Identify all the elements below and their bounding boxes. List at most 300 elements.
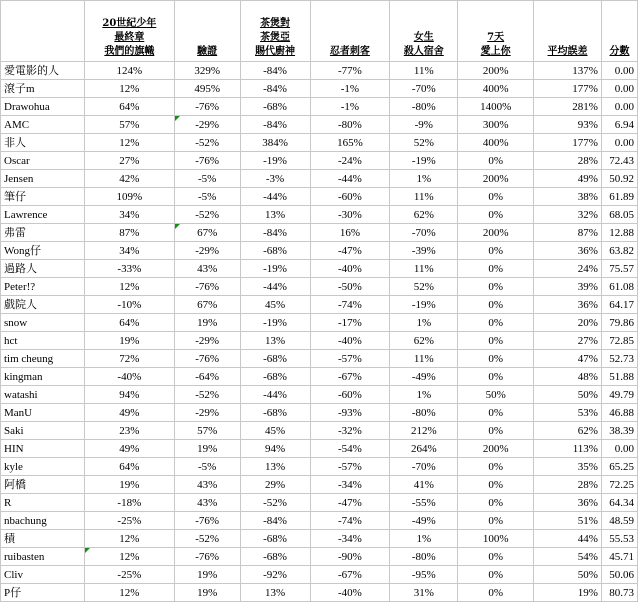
value-cell[interactable] — [310, 458, 390, 476]
column-header-3[interactable] — [240, 1, 310, 62]
value-cell[interactable] — [534, 440, 602, 458]
value-cell[interactable] — [84, 494, 174, 512]
reviewer-name-cell[interactable]: AMC — [1, 116, 85, 134]
value-cell[interactable] — [310, 422, 390, 440]
value-cell[interactable] — [174, 260, 240, 278]
value-cell[interactable] — [390, 134, 458, 152]
score-cell[interactable] — [601, 242, 637, 260]
value-cell[interactable] — [458, 422, 534, 440]
value-cell[interactable] — [458, 350, 534, 368]
value-cell[interactable] — [458, 566, 534, 584]
cell-value: 46.88 — [609, 406, 634, 419]
value-cell[interactable] — [534, 152, 602, 170]
value-cell[interactable] — [84, 98, 174, 116]
value-cell[interactable] — [458, 548, 534, 566]
score-cell[interactable] — [601, 530, 637, 548]
value-cell[interactable] — [310, 224, 390, 242]
value-cell[interactable] — [240, 566, 310, 584]
value-cell[interactable] — [390, 98, 458, 116]
value-cell[interactable] — [84, 548, 174, 566]
reviewer-name-cell[interactable]: Saki — [1, 422, 85, 440]
value-cell[interactable] — [310, 278, 390, 296]
value-cell[interactable] — [174, 332, 240, 350]
value-cell[interactable] — [534, 296, 602, 314]
reviewer-name-cell[interactable]: Jensen — [1, 170, 85, 188]
reviewer-name-cell[interactable]: 筆仔 — [1, 188, 85, 206]
value-cell[interactable] — [458, 440, 534, 458]
value-cell[interactable] — [310, 548, 390, 566]
reviewer-name-cell[interactable]: watashi — [1, 386, 85, 404]
value-cell[interactable] — [390, 422, 458, 440]
score-cell[interactable] — [601, 206, 637, 224]
value-cell[interactable] — [310, 98, 390, 116]
value-cell[interactable] — [310, 62, 390, 80]
reviewer-name-cell[interactable]: 非人 — [1, 134, 85, 152]
reviewer-name-cell[interactable]: 弗雷 — [1, 224, 85, 242]
reviewer-name-cell[interactable]: P仔 — [1, 584, 85, 602]
value-cell[interactable] — [534, 476, 602, 494]
cell-value: 36% — [577, 496, 598, 509]
reviewer-name-cell[interactable]: Oscar — [1, 152, 85, 170]
reviewer-name-cell[interactable]: R — [1, 494, 85, 512]
value-cell[interactable] — [240, 242, 310, 260]
value-cell[interactable] — [84, 350, 174, 368]
column-header-7[interactable] — [534, 1, 602, 62]
value-cell[interactable] — [84, 404, 174, 422]
value-cell[interactable] — [240, 332, 310, 350]
value-cell[interactable] — [534, 404, 602, 422]
value-cell[interactable] — [310, 368, 390, 386]
value-cell[interactable] — [174, 278, 240, 296]
score-cell[interactable] — [601, 548, 637, 566]
value-cell[interactable] — [458, 368, 534, 386]
value-cell[interactable] — [390, 62, 458, 80]
cell-value: 34% — [119, 244, 140, 257]
value-cell[interactable] — [390, 80, 458, 98]
value-cell[interactable] — [534, 314, 602, 332]
value-cell[interactable] — [310, 530, 390, 548]
value-cell[interactable] — [458, 314, 534, 332]
value-cell[interactable] — [84, 332, 174, 350]
column-header-line: 驗證 — [197, 46, 218, 57]
value-cell[interactable] — [174, 584, 240, 602]
value-cell[interactable] — [240, 368, 310, 386]
value-cell[interactable] — [390, 170, 458, 188]
reviewer-name-cell[interactable]: Drawohua — [1, 98, 85, 116]
value-cell[interactable] — [390, 512, 458, 530]
cell-value: 19% — [119, 478, 140, 491]
value-cell[interactable] — [174, 224, 240, 242]
value-cell[interactable] — [534, 350, 602, 368]
value-cell[interactable] — [458, 98, 534, 116]
value-cell[interactable] — [390, 152, 458, 170]
cell-value: 27% — [119, 154, 140, 167]
cell-value: 0.00 — [614, 100, 634, 113]
value-cell[interactable] — [174, 404, 240, 422]
value-cell[interactable] — [240, 62, 310, 80]
value-cell[interactable] — [174, 386, 240, 404]
value-cell[interactable] — [390, 458, 458, 476]
reviewer-name-cell[interactable]: 愛電影的人 — [1, 62, 85, 80]
value-cell[interactable] — [240, 548, 310, 566]
value-cell[interactable] — [534, 368, 602, 386]
cell-value: 42% — [119, 172, 140, 185]
value-cell[interactable] — [310, 206, 390, 224]
value-cell[interactable] — [310, 494, 390, 512]
value-cell[interactable] — [534, 566, 602, 584]
value-cell[interactable] — [84, 188, 174, 206]
value-cell[interactable] — [390, 386, 458, 404]
value-cell[interactable] — [84, 386, 174, 404]
score-cell[interactable] — [601, 224, 637, 242]
score-cell[interactable] — [601, 188, 637, 206]
value-cell[interactable] — [240, 350, 310, 368]
cell-value: 0% — [488, 370, 503, 383]
value-cell[interactable] — [310, 404, 390, 422]
value-cell[interactable] — [534, 548, 602, 566]
score-cell[interactable] — [601, 278, 637, 296]
value-cell[interactable] — [458, 224, 534, 242]
value-cell[interactable] — [534, 494, 602, 512]
value-cell[interactable] — [84, 458, 174, 476]
value-cell[interactable] — [174, 422, 240, 440]
value-cell[interactable] — [458, 332, 534, 350]
value-cell[interactable] — [534, 278, 602, 296]
value-cell[interactable] — [240, 170, 310, 188]
value-cell[interactable] — [534, 584, 602, 602]
value-cell[interactable] — [458, 296, 534, 314]
cell-value: 62% — [577, 424, 598, 437]
reviewer-name-cell[interactable]: Lawrence — [1, 206, 85, 224]
value-cell[interactable] — [84, 530, 174, 548]
value-cell[interactable] — [84, 422, 174, 440]
value-cell[interactable] — [458, 80, 534, 98]
score-cell[interactable] — [601, 386, 637, 404]
value-cell[interactable] — [310, 296, 390, 314]
reviewer-name-cell[interactable]: snow — [1, 314, 85, 332]
value-cell[interactable] — [458, 386, 534, 404]
value-cell[interactable] — [174, 98, 240, 116]
value-cell[interactable] — [84, 260, 174, 278]
reviewer-name-cell[interactable]: Peter!? — [1, 278, 85, 296]
value-cell[interactable] — [174, 152, 240, 170]
value-cell[interactable] — [174, 116, 240, 134]
value-cell[interactable] — [458, 206, 534, 224]
value-cell[interactable] — [310, 386, 390, 404]
value-cell[interactable] — [174, 62, 240, 80]
score-cell[interactable] — [601, 116, 637, 134]
value-cell[interactable] — [240, 278, 310, 296]
score-cell[interactable] — [601, 476, 637, 494]
reviewer-name-cell[interactable]: 戲院人 — [1, 296, 85, 314]
value-cell[interactable] — [310, 584, 390, 602]
value-cell[interactable] — [240, 98, 310, 116]
column-header-4[interactable] — [310, 1, 390, 62]
value-cell[interactable] — [390, 476, 458, 494]
score-cell[interactable] — [601, 440, 637, 458]
value-cell[interactable] — [240, 422, 310, 440]
reviewer-name-cell[interactable]: nbachung — [1, 512, 85, 530]
value-cell[interactable] — [310, 566, 390, 584]
value-cell[interactable] — [310, 116, 390, 134]
value-cell[interactable] — [174, 134, 240, 152]
value-cell[interactable] — [458, 476, 534, 494]
reviewer-name-cell[interactable]: ruibasten — [1, 548, 85, 566]
value-cell[interactable] — [390, 368, 458, 386]
value-cell[interactable] — [240, 116, 310, 134]
value-cell[interactable] — [390, 530, 458, 548]
value-cell[interactable] — [390, 314, 458, 332]
value-cell[interactable] — [458, 62, 534, 80]
value-cell[interactable] — [458, 116, 534, 134]
reviewer-name-cell[interactable]: ManU — [1, 404, 85, 422]
value-cell[interactable] — [174, 530, 240, 548]
score-cell[interactable] — [601, 512, 637, 530]
value-cell[interactable] — [310, 80, 390, 98]
value-cell[interactable] — [390, 278, 458, 296]
score-cell[interactable] — [601, 368, 637, 386]
value-cell[interactable] — [534, 62, 602, 80]
column-header-2[interactable] — [174, 1, 240, 62]
value-cell[interactable] — [390, 404, 458, 422]
score-cell[interactable] — [601, 584, 637, 602]
value-cell[interactable] — [534, 386, 602, 404]
value-cell[interactable] — [534, 458, 602, 476]
cell-value: 49.79 — [609, 388, 634, 401]
value-cell[interactable] — [84, 278, 174, 296]
reviewer-name-cell[interactable]: 滾子m — [1, 80, 85, 98]
value-cell[interactable] — [84, 224, 174, 242]
value-cell[interactable] — [310, 440, 390, 458]
value-cell[interactable] — [534, 512, 602, 530]
value-cell[interactable] — [310, 260, 390, 278]
value-cell[interactable] — [240, 386, 310, 404]
value-cell[interactable] — [240, 458, 310, 476]
value-cell[interactable] — [534, 332, 602, 350]
value-cell[interactable] — [390, 224, 458, 242]
value-cell[interactable] — [390, 566, 458, 584]
value-cell[interactable] — [84, 314, 174, 332]
value-cell[interactable] — [390, 584, 458, 602]
value-cell[interactable] — [174, 458, 240, 476]
value-cell[interactable] — [458, 404, 534, 422]
value-cell[interactable] — [310, 512, 390, 530]
value-cell[interactable] — [240, 440, 310, 458]
value-cell[interactable] — [84, 440, 174, 458]
value-cell[interactable] — [84, 116, 174, 134]
value-cell[interactable] — [240, 80, 310, 98]
cell-value: -17% — [338, 316, 362, 329]
score-cell[interactable] — [601, 62, 637, 80]
score-cell[interactable] — [601, 566, 637, 584]
score-cell[interactable] — [601, 152, 637, 170]
value-cell[interactable] — [534, 260, 602, 278]
comment-indicator-icon[interactable] — [175, 116, 180, 121]
value-cell[interactable] — [390, 494, 458, 512]
value-cell[interactable] — [534, 134, 602, 152]
comment-indicator-icon[interactable] — [175, 224, 180, 229]
value-cell[interactable] — [84, 584, 174, 602]
value-cell[interactable] — [240, 494, 310, 512]
value-cell[interactable] — [240, 314, 310, 332]
value-cell[interactable] — [534, 224, 602, 242]
value-cell[interactable] — [84, 134, 174, 152]
cell-value: -44% — [263, 190, 287, 203]
score-cell[interactable] — [601, 296, 637, 314]
value-cell[interactable] — [534, 206, 602, 224]
value-cell[interactable] — [534, 188, 602, 206]
value-cell[interactable] — [174, 494, 240, 512]
value-cell[interactable] — [390, 116, 458, 134]
value-cell[interactable] — [390, 206, 458, 224]
value-cell[interactable] — [240, 476, 310, 494]
value-cell[interactable] — [390, 260, 458, 278]
value-cell[interactable] — [240, 224, 310, 242]
value-cell[interactable] — [84, 242, 174, 260]
cell-value: 109% — [116, 190, 143, 203]
value-cell[interactable] — [240, 260, 310, 278]
reviewer-name-cell[interactable]: HIN — [1, 440, 85, 458]
value-cell[interactable] — [458, 188, 534, 206]
reviewer-name-cell[interactable]: 積 — [1, 530, 85, 548]
value-cell[interactable] — [390, 350, 458, 368]
score-cell[interactable] — [601, 422, 637, 440]
value-cell[interactable] — [310, 314, 390, 332]
score-cell[interactable] — [601, 98, 637, 116]
value-cell[interactable] — [84, 62, 174, 80]
value-cell[interactable] — [534, 80, 602, 98]
value-cell[interactable] — [240, 584, 310, 602]
value-cell[interactable] — [174, 80, 240, 98]
score-cell[interactable] — [601, 350, 637, 368]
value-cell[interactable] — [534, 98, 602, 116]
value-cell[interactable] — [458, 458, 534, 476]
value-cell[interactable] — [84, 476, 174, 494]
value-cell[interactable] — [458, 170, 534, 188]
value-cell[interactable] — [240, 530, 310, 548]
reviewer-name-cell[interactable]: Cliv — [1, 566, 85, 584]
value-cell[interactable] — [240, 152, 310, 170]
value-cell[interactable] — [240, 296, 310, 314]
comment-indicator-icon[interactable] — [85, 548, 90, 553]
value-cell[interactable] — [240, 134, 310, 152]
value-cell[interactable] — [458, 242, 534, 260]
value-cell[interactable] — [458, 260, 534, 278]
value-cell[interactable] — [174, 548, 240, 566]
value-cell[interactable] — [84, 206, 174, 224]
value-cell[interactable] — [458, 152, 534, 170]
value-cell[interactable] — [458, 512, 534, 530]
score-cell[interactable] — [601, 494, 637, 512]
value-cell[interactable] — [310, 188, 390, 206]
score-cell[interactable] — [601, 332, 637, 350]
value-cell[interactable] — [458, 134, 534, 152]
value-cell[interactable] — [174, 296, 240, 314]
value-cell[interactable] — [174, 170, 240, 188]
value-cell[interactable] — [310, 476, 390, 494]
value-cell[interactable] — [84, 80, 174, 98]
value-cell[interactable] — [390, 440, 458, 458]
cell-value: -19% — [411, 154, 436, 167]
value-cell[interactable] — [84, 152, 174, 170]
value-cell[interactable] — [390, 548, 458, 566]
value-cell[interactable] — [174, 206, 240, 224]
column-header-1[interactable] — [84, 1, 174, 62]
value-cell[interactable] — [390, 188, 458, 206]
value-cell[interactable] — [458, 278, 534, 296]
value-cell[interactable] — [310, 350, 390, 368]
value-cell[interactable] — [534, 242, 602, 260]
reviewer-name-cell[interactable]: kingman — [1, 368, 85, 386]
value-cell[interactable] — [84, 170, 174, 188]
column-header-0[interactable] — [1, 1, 85, 62]
value-cell[interactable] — [174, 188, 240, 206]
score-cell[interactable] — [601, 80, 637, 98]
value-cell[interactable] — [174, 242, 240, 260]
value-cell[interactable] — [84, 566, 174, 584]
value-cell[interactable] — [390, 296, 458, 314]
cell-value: 19% — [197, 442, 218, 455]
reviewer-name-cell[interactable]: Wong仔 — [1, 242, 85, 260]
value-cell[interactable] — [240, 188, 310, 206]
value-cell[interactable] — [174, 476, 240, 494]
value-cell[interactable] — [174, 440, 240, 458]
value-cell[interactable] — [84, 296, 174, 314]
value-cell[interactable] — [458, 494, 534, 512]
value-cell[interactable] — [310, 152, 390, 170]
value-cell[interactable] — [174, 512, 240, 530]
value-cell[interactable] — [458, 530, 534, 548]
score-cell[interactable] — [601, 134, 637, 152]
value-cell[interactable] — [534, 170, 602, 188]
reviewer-name-cell[interactable]: tim cheung — [1, 350, 85, 368]
reviewer-name-cell[interactable]: 阿橋 — [1, 476, 85, 494]
value-cell[interactable] — [310, 332, 390, 350]
value-cell[interactable] — [534, 116, 602, 134]
score-cell[interactable] — [601, 404, 637, 422]
value-cell[interactable] — [174, 314, 240, 332]
column-header-line: 7天 — [487, 32, 505, 43]
reviewer-name-cell[interactable]: hct — [1, 332, 85, 350]
table-row — [1, 62, 638, 80]
value-cell[interactable] — [174, 368, 240, 386]
score-cell[interactable] — [601, 458, 637, 476]
value-cell[interactable] — [174, 566, 240, 584]
column-header-8[interactable] — [601, 1, 637, 62]
reviewer-name-cell[interactable]: 過路人 — [1, 260, 85, 278]
value-cell[interactable] — [534, 530, 602, 548]
value-cell[interactable] — [534, 422, 602, 440]
value-cell[interactable] — [84, 512, 174, 530]
value-cell[interactable] — [310, 242, 390, 260]
reviewer-name-cell[interactable]: kyle — [1, 458, 85, 476]
column-header-6[interactable] — [458, 1, 534, 62]
value-cell[interactable] — [310, 134, 390, 152]
value-cell[interactable] — [390, 242, 458, 260]
value-cell[interactable] — [390, 332, 458, 350]
score-cell[interactable] — [601, 314, 637, 332]
value-cell[interactable] — [458, 584, 534, 602]
value-cell[interactable] — [240, 404, 310, 422]
value-cell[interactable] — [240, 206, 310, 224]
value-cell[interactable] — [310, 170, 390, 188]
value-cell[interactable] — [84, 368, 174, 386]
value-cell[interactable] — [240, 512, 310, 530]
column-header-5[interactable] — [390, 1, 458, 62]
value-cell[interactable] — [174, 350, 240, 368]
score-cell[interactable] — [601, 170, 637, 188]
score-cell[interactable] — [601, 260, 637, 278]
